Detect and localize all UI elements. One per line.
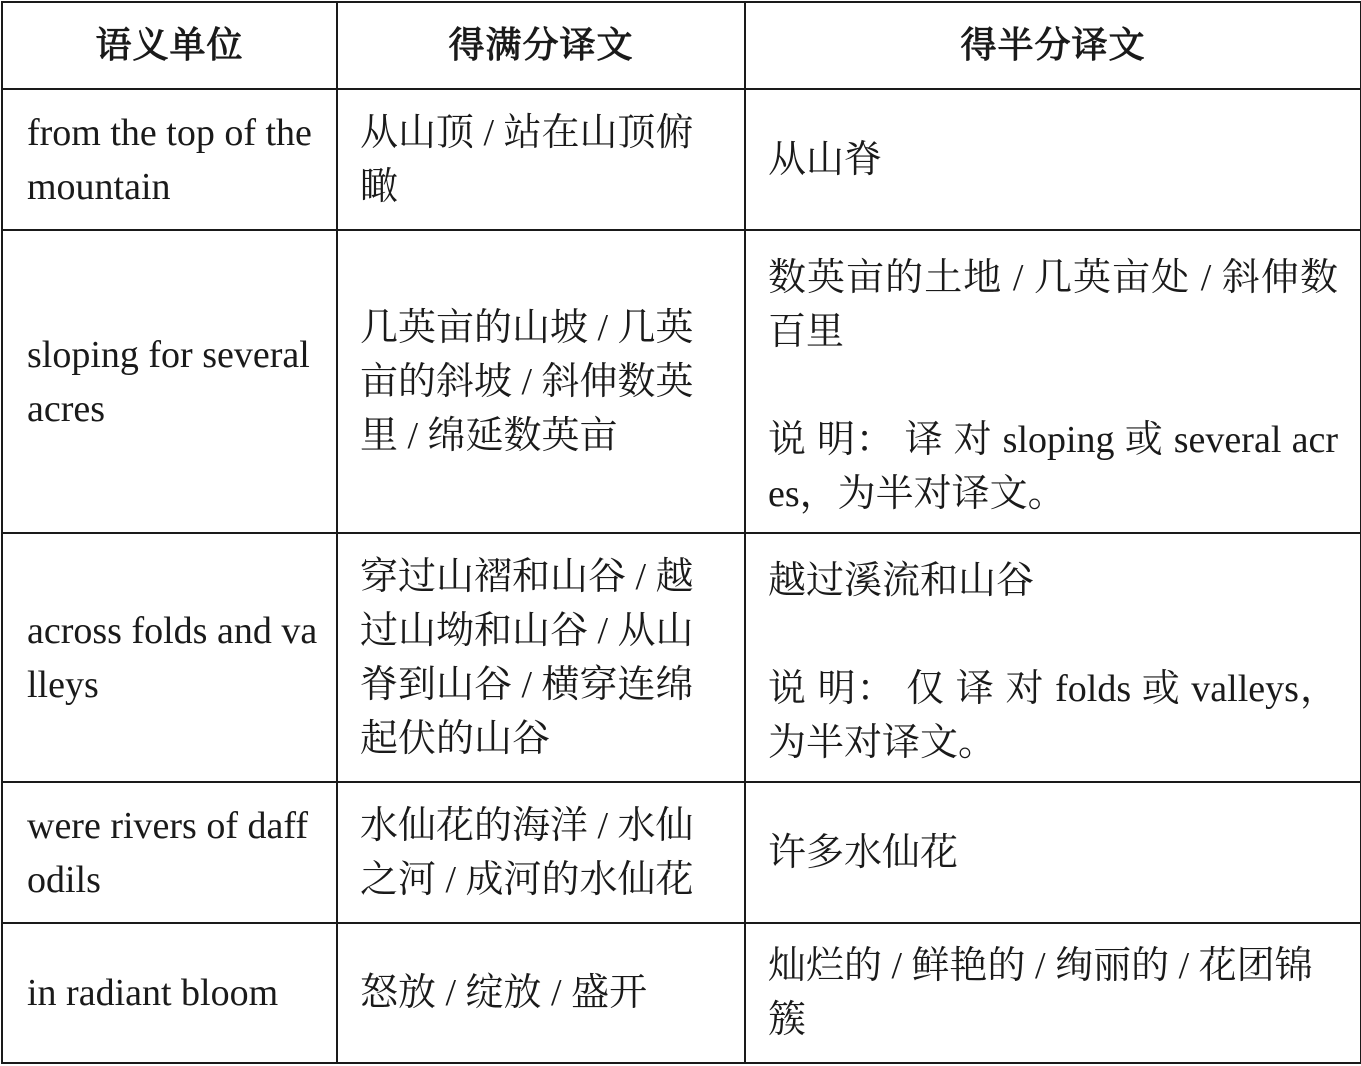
table-row <box>2 533 1361 782</box>
half-score-text: 越过溪流和山谷 <box>768 560 1035 602</box>
full-score-cell: 几英亩的山坡 / 几英亩的斜坡 / 斜伸数英里 / 绵延数英亩 <box>337 230 745 533</box>
full-score-cell: 怒放 / 绽放 / 盛开 <box>337 923 745 1063</box>
half-score-note: 说 明： 译 对 sloping 或 several acres，为半对译文。 <box>768 419 1338 515</box>
semantic-unit-cell: across folds and valleys <box>2 533 337 782</box>
half-score-cell <box>745 533 1361 782</box>
semantic-unit-cell: were rivers of daffodils <box>2 782 337 923</box>
full-score-cell: 穿过山褶和山谷 / 越过山坳和山谷 / 从山脊到山谷 / 横穿连绵起伏的山谷 <box>337 533 745 782</box>
header-half-score-translation: 得半分译文 <box>745 2 1361 89</box>
table-row <box>2 782 1361 923</box>
semantic-unit-cell: in radiant bloom <box>2 923 337 1063</box>
half-score-text: 数英亩的土地 / 几英亩处 / 斜伸数百里 <box>768 257 1338 353</box>
table-header-row <box>2 2 1361 89</box>
full-score-cell: 从山顶 / 站在山顶俯瞰 <box>337 89 745 230</box>
semantic-unit-cell: from the top of the mountain <box>2 89 337 230</box>
spacer <box>768 359 1338 413</box>
table-row <box>2 230 1361 533</box>
header-semantic-unit: 语义单位 <box>2 2 337 89</box>
header-full-score-translation: 得满分译文 <box>337 2 745 89</box>
semantic-unit-cell: sloping for several acres <box>2 230 337 533</box>
half-score-cell: 灿烂的 / 鲜艳的 / 绚丽的 / 花团锦簇 <box>745 923 1361 1063</box>
table-row <box>2 89 1361 230</box>
half-score-cell <box>745 230 1361 533</box>
full-score-cell: 水仙花的海洋 / 水仙之河 / 成河的水仙花 <box>337 782 745 923</box>
translation-scoring-table <box>1 1 1361 1064</box>
half-score-cell: 从山脊 <box>745 89 1361 230</box>
half-score-cell: 许多水仙花 <box>745 782 1361 923</box>
table-row <box>2 923 1361 1063</box>
spacer <box>768 608 1338 662</box>
half-score-note: 说 明： 仅 译 对 folds 或 valleys，为半对译文。 <box>768 668 1338 764</box>
